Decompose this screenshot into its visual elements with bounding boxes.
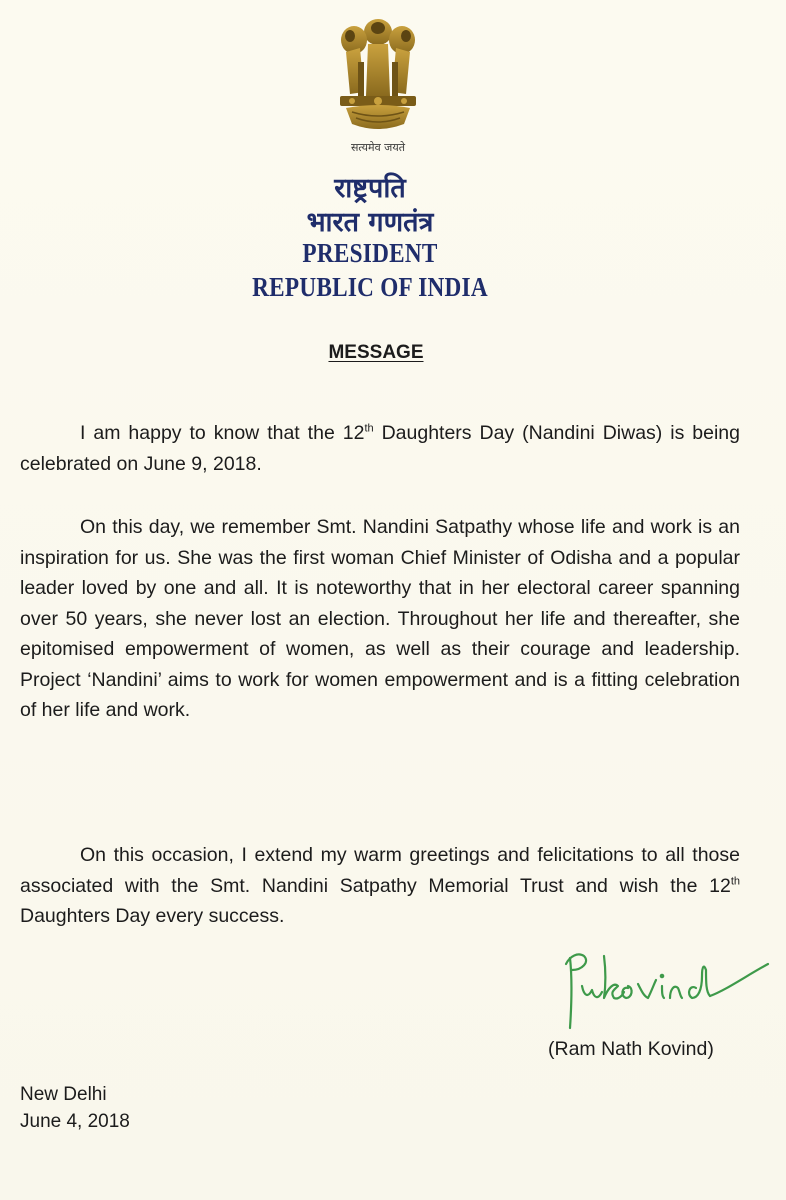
- paragraph-1: [20, 418, 740, 479]
- title-hindi: राष्ट्रपति: [334, 173, 406, 204]
- handwritten-signature-icon: [556, 936, 780, 1036]
- lion-capital-emblem-icon: [328, 12, 428, 140]
- paragraph-3: [20, 840, 740, 932]
- place: New Delhi: [20, 1084, 107, 1105]
- paragraph-3-text-b: Daughters Day every success.: [20, 905, 285, 927]
- paragraph-1-text-a: I am happy to know that the 12: [80, 422, 365, 444]
- paragraph-2: [20, 512, 740, 726]
- paragraph-3-ordinal: th: [730, 875, 740, 887]
- paragraph-2-text: On this day, we remember Smt. Nandini Satpathy whose life and work is an inspiration for us. She was the first woman Chief Minister of Odisha and a popular leader loved by one and all. It is noteworthy that in her electoral career spanning over 50 years, she never lost an election. Throughout her life and thereafter, she epitomised empowerment of women, as well as their courage and leadership. Project ‘Nandini’ aims to work for women empowerment and is a fitting celebration of her life and work.: [20, 516, 740, 721]
- paragraph-3-text-a: On this occasion, I extend my warm greetings and felicitations to all those associated with the Smt. Nandini Satpathy Memorial Trust and wish the 12: [20, 844, 740, 897]
- date: June 4, 2018: [20, 1111, 130, 1132]
- paragraph-1-ordinal: th: [364, 422, 374, 435]
- paragraph-1-text-b: Daughters Day (Nandini Diwas) is being celebrated on June 9, 2018.: [20, 422, 741, 475]
- signer-name: (Ram Nath Kovind): [548, 1038, 714, 1060]
- title-english: PRESIDENT: [302, 238, 438, 268]
- emblem-motto: सत्यमेव जयते: [350, 141, 405, 154]
- subtitle-hindi: भारत गणतंत्र: [306, 207, 434, 238]
- message-heading: MESSAGE: [328, 342, 424, 363]
- subtitle-english: REPUBLIC OF INDIA: [252, 272, 488, 302]
